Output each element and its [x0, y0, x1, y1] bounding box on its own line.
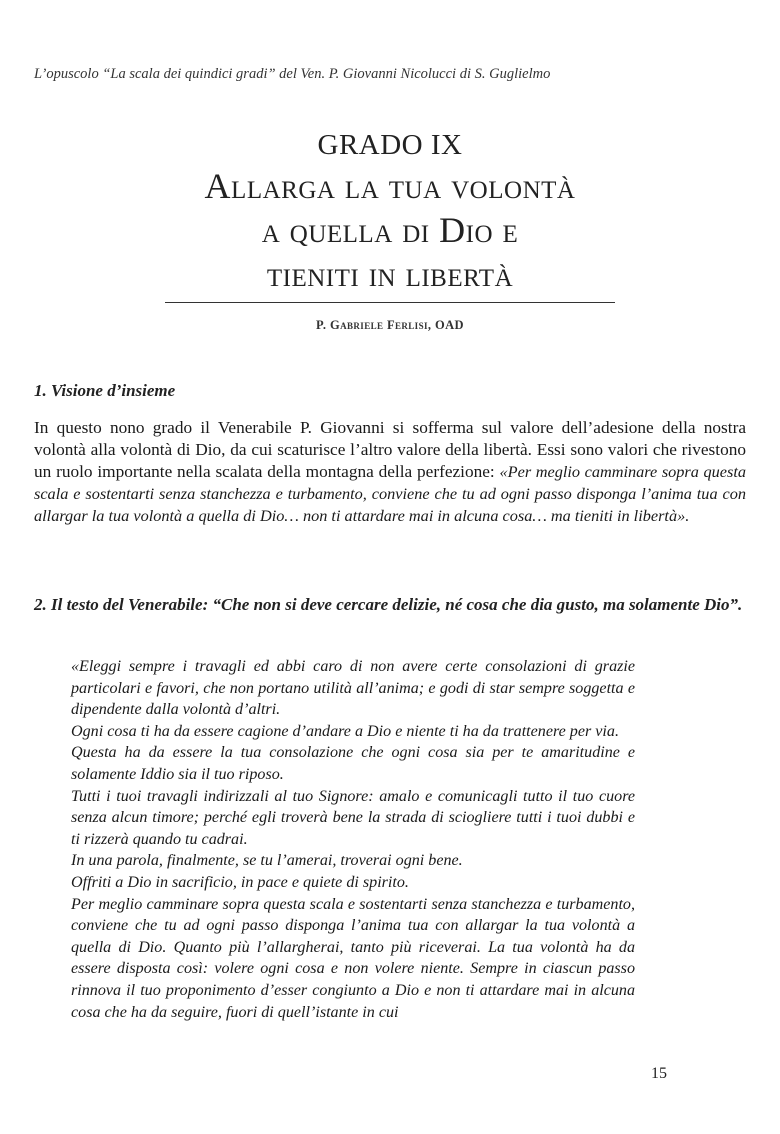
section-1-paragraph — [34, 417, 746, 527]
chapter-title-line-3: tieniti in libertà — [266, 254, 514, 294]
quote-paragraph: Tutti i tuoi travagli indirizzali al tuo Signore: amalo e comunicagli tutto il tuo cuore senza alcun timore; perché egli troverà bene la strada di sciogliere tutti i tuoi dubbi e ti rizzerà quando tu cadrai. — [71, 787, 635, 848]
paragraph-text: In questo nono grado il Venerabile P. Giovanni si sofferma sul valore dell’adesione della nostra volontà alla volontà di Dio, da cui scaturisce l’altro valore della libertà. Essi sono valori che rivestono un ruolo importante nella scalata della montagna della perfezione: — [34, 418, 746, 481]
section-heading-2: 2. Il testo del Venerabile: “Che non si deve cercare delizie, né cosa che dia gusto, ma solamente Dio”. — [34, 595, 743, 614]
paragraph-quote: «Per meglio camminare sopra questa scala e sostentarti senza stanchezza e turbamento, conviene che tu ad ogni passo disponga l’anima tua con allargar la tua volontà a quella di Dio… non ti attardare mai in alcuna cosa… ma tieniti in libertà». — [34, 462, 746, 525]
title-block — [0, 126, 780, 296]
running-head: L’opuscolo “La scala dei quindici gradi” del Ven. P. Giovanni Nicolucci di S. Guglielmo — [34, 66, 551, 82]
section-heading-1: 1. Visione d’insieme — [34, 381, 176, 400]
author-byline: P. Gabriele Ferlisi, OAD — [316, 318, 464, 332]
venerabile-quote — [71, 656, 635, 1023]
page-number: 15 — [651, 1065, 667, 1082]
quote-paragraph: Ogni cosa ti ha da essere cagione d’andare a Dio e niente ti ha da trattenere per via. — [71, 722, 619, 740]
quote-paragraph: Per meglio camminare sopra questa scala e sostentarti senza stanchezza e turbamento, conviene che tu ad ogni passo disponga l’anima tua con allargar la tua volontà a quella di Dio. Quanto più l’allargherai, tanto più riceverai. La tua volontà ha da essere disposta così: volere ogni cosa e non volere niente. Sempre in ciascun passo rinnova il tuo proponimento d’esser congiunto a Dio e non ti attardare mai in alcuna cosa che ha da seguire, fuori di quell’istante in cui — [71, 895, 635, 1021]
quote-paragraph: Questa ha da essere la tua consolazione che ogni cosa sia per te amaritudine e solamente Iddio sia il tuo riposo. — [71, 744, 635, 783]
title-divider — [165, 302, 615, 303]
quote-paragraph: «Eleggi sempre i travagli ed abbi caro di non avere certe consolazioni di grazie particolari e favori, che non portano utilità all’anima; e godi di star sempre soggetta e dipendente dalla volontà d’altri. — [71, 658, 635, 719]
chapter-title-line-1: Allarga la tua volontà — [204, 166, 576, 206]
chapter-number: GRADO IX — [317, 129, 463, 161]
quote-paragraph: In una parola, finalmente, se tu l’amerai, troverai ogni bene. — [71, 852, 463, 870]
quote-paragraph: Offriti a Dio in sacrificio, in pace e quiete di spirito. — [71, 873, 409, 891]
chapter-title-line-2: a quella di Dio e — [261, 210, 519, 250]
